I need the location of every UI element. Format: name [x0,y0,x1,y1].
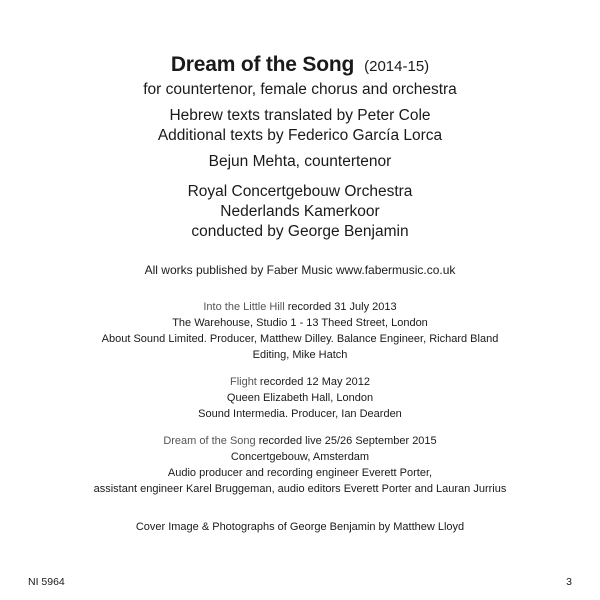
recording-work: Dream of the Song [163,435,256,447]
recording-date: recorded 31 July 2013 [284,301,397,313]
performer-choir: Nederlands Kamerkoor [220,203,380,220]
recording-line: About Sound Limited. Producer, Matthew Dilley. Balance Engineer, Richard Bland [101,333,499,345]
scoring: for countertenor, female chorus and orchestra [143,81,457,98]
recording-line: The Warehouse, Studio 1 - 13 Theed Street, London [172,317,428,329]
work-years: (2014-15) [364,58,430,75]
work-title: Dream of the Song [170,53,355,76]
performer-conductor: conducted by George Benjamin [191,223,409,240]
recording-line: Sound Intermedia. Producer, Ian Dearden [198,408,402,420]
recording-line: Audio producer and recording engineer Everett Porter, [167,467,433,479]
texts-credit-1: Hebrew texts translated by Peter Cole [169,107,431,124]
recording-work: Flight [229,376,257,388]
recording-heading [0,300,600,316]
recording-heading [0,375,600,391]
soloist: Bejun Mehta, countertenor [208,153,392,170]
recording-line: assistant engineer Karel Bruggeman, audio editors Everett Porter and Lauran Jurrius [93,483,507,495]
catalog-number: NI 5964 [28,576,65,588]
photo-credits: Cover Image & Photographs of George Benjamin by Matthew Lloyd [135,521,465,533]
recording-line: Concertgebouw, Amsterdam [230,451,370,463]
page-number: 3 [566,576,572,588]
recording-line: Queen Elizabeth Hall, London [226,392,374,404]
performer-orchestra: Royal Concertgebouw Orchestra [187,183,413,200]
recording-work: Into the Little Hill [203,301,285,313]
title-line [0,53,600,77]
recording-line: Editing, Mike Hatch [252,349,348,361]
texts-credit-2: Additional texts by Federico García Lorca [157,127,443,144]
recording-heading [0,434,600,450]
recording-date: recorded live 25/26 September 2015 [255,435,437,447]
publisher-line: All works published by Faber Music www.fabermusic.co.uk [144,263,456,277]
recording-date: recorded 12 May 2012 [256,376,371,388]
